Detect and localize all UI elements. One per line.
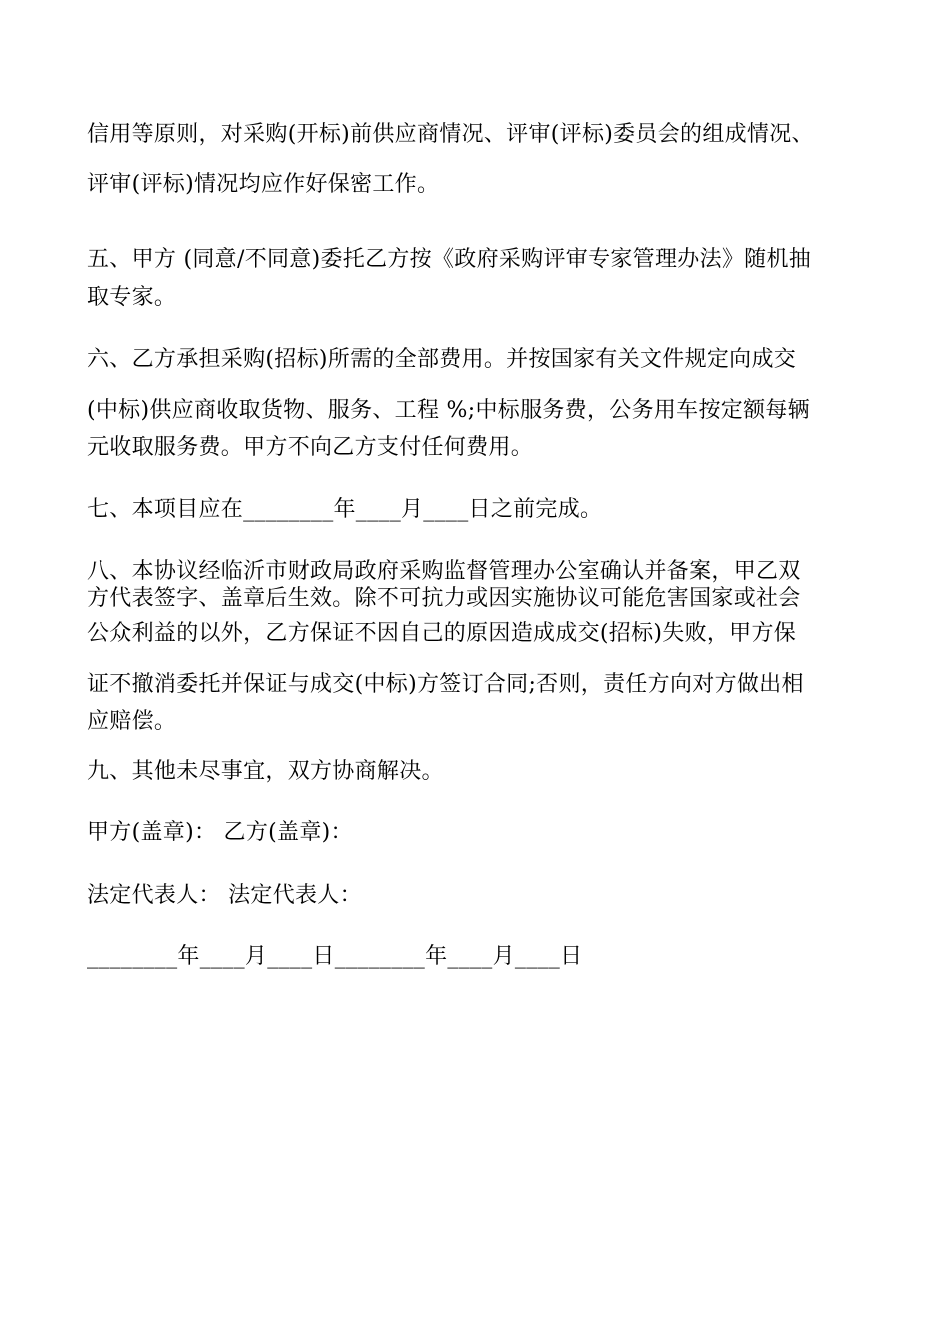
clause-nine: 九、其他未尽事宜，双方协商解决。 (87, 759, 444, 784)
text-line: 方代表签字、盖章后生效。除不可抗力或因实施协议可能危害国家或社会 (87, 586, 801, 611)
clause-five: 五、甲方 (同意/不同意)委托乙方按《政府采购评审专家管理办法》随机抽 (87, 247, 812, 272)
clause-seven: 七、本项目应在________年____月____日之前完成。 (87, 497, 603, 522)
date-line: ________年____月____日________年____月____日 (87, 944, 583, 969)
text-line: 证不撤消委托并保证与成交(中标)方签订合同;否则，责任方向对方做出相 (87, 672, 804, 697)
clause-six: 六、乙方承担采购(招标)所需的全部费用。并按国家有关文件规定向成交 (87, 347, 797, 372)
text-line: 信用等原则，对采购(开标)前供应商情况、评审(评标)委员会的组成情况、 (87, 122, 814, 147)
clause-eight: 八、本协议经临沂市财政局政府采购监督管理办公室确认并备案，甲乙双 (87, 559, 801, 584)
text-line: 公众利益的以外，乙方保证不因自己的原因造成成交(招标)失败，甲方保 (87, 621, 797, 646)
text-line: 取专家。 (87, 285, 177, 310)
seal-line: 甲方(盖章)： 乙方(盖章)： (87, 820, 353, 845)
text-line: 元收取服务费。甲方不向乙方支付任何费用。 (87, 435, 534, 460)
text-line: (中标)供应商收取货物、服务、工程 %;中标服务费，公务用车按定额每辆 (87, 398, 810, 423)
representative-line: 法定代表人： 法定代表人： (87, 883, 362, 908)
text-line: 应赔偿。 (87, 709, 177, 734)
text-line: 评审(评标)情况均应作好保密工作。 (87, 172, 440, 197)
